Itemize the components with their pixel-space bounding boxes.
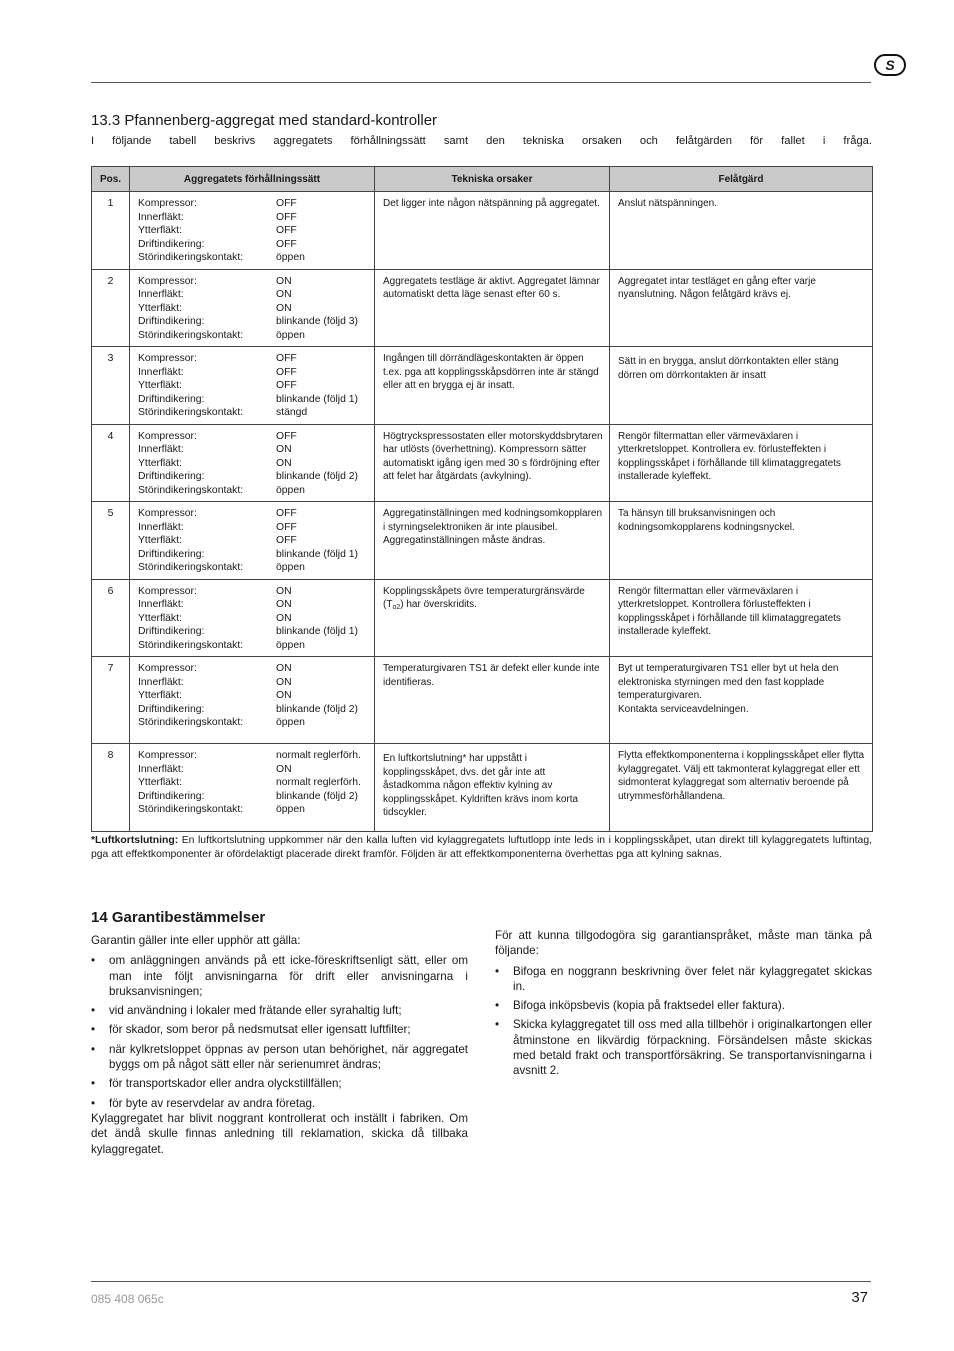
list-item xyxy=(91,1022,468,1037)
value-outer-fan: ON xyxy=(276,302,292,314)
column-header-remedy: Felåtgärd xyxy=(610,167,873,192)
label-outer-fan: Ytterfläkt: xyxy=(138,302,182,314)
label-operation-indicator: Driftindikering: xyxy=(138,471,205,482)
bullet-icon: • xyxy=(91,1096,96,1110)
list-item-text: för transportskador eller andra olyckstillfällen; xyxy=(109,1077,342,1091)
page-number: 37 xyxy=(851,1289,868,1306)
row-cause: En luftkortslutning* har uppstått i kopplingsskåpet, dvs. det går inte att åstadkomma någon effektiv kylning av kopplingsskåpet. Kyldriften krävs inom korta tidscykler. xyxy=(375,744,610,832)
row-remedy: Flytta effektkomponenterna i kopplingsskåpet eller flytta kylaggregatet. Välj ett takmonterat kylaggregat eller ett sidmonterat kylaggregat som alternativ beroende på utrymmesförhållandena. xyxy=(610,744,873,832)
label-operation-indicator: Driftindikering: xyxy=(138,703,205,715)
value-operation-indicator: blinkande (följd 1) xyxy=(276,626,359,637)
value-operation-indicator: blinkande (följd 3) xyxy=(276,316,359,327)
list-item-text: vid användning i lokaler med frätande eller syrahaltig luft; xyxy=(109,1004,402,1018)
value-inner-fan: OFF xyxy=(276,211,297,223)
label-fault-contact: Störindikeringskontakt: xyxy=(138,407,244,418)
label-fault-contact: Störindikeringskontakt: xyxy=(138,484,244,496)
value-outer-fan: OFF xyxy=(276,225,297,236)
label-inner-fan: Innerfläkt: xyxy=(138,444,184,455)
value-fault-contact: öppen xyxy=(276,329,305,341)
table-row xyxy=(92,657,873,744)
table-row xyxy=(92,192,873,270)
list-item xyxy=(495,1017,872,1078)
label-compressor: Kompressor: xyxy=(138,353,197,364)
row-pos: 4 xyxy=(92,424,130,502)
label-fault-contact: Störindikeringskontakt: xyxy=(138,252,244,263)
cause-text-end: ) har överskridits. xyxy=(400,599,477,610)
value-compressor: OFF xyxy=(276,430,297,442)
value-operation-indicator: blinkande (följd 1) xyxy=(276,548,359,560)
value-inner-fan: ON xyxy=(276,599,292,610)
list-item xyxy=(91,1003,468,1018)
value-operation-indicator: blinkande (följd 1) xyxy=(276,393,359,405)
value-outer-fan: OFF xyxy=(276,380,297,391)
list-item-text: för byte av reservdelar av andra företag. xyxy=(109,1096,316,1110)
label-fault-contact: Störindikeringskontakt: xyxy=(138,804,244,815)
label-inner-fan: Innerfläkt: xyxy=(138,599,184,610)
label-fault-contact: Störindikeringskontakt: xyxy=(138,639,244,651)
value-inner-fan: ON xyxy=(276,444,292,455)
column-header-behaviour: Aggregatets förhållningssätt xyxy=(130,167,375,192)
row-behaviour xyxy=(130,192,375,270)
warranty-left-column xyxy=(91,933,468,1157)
list-item-text: om anläggningen används på ett icke-föreskriftsenligt sätt, eller om man inte följt anvisningarna för drift eller anvisningarna i bruksanvisningen; xyxy=(109,954,468,998)
value-compressor: normalt reglerförh. xyxy=(276,750,361,761)
value-inner-fan: ON xyxy=(276,676,292,688)
row-cause xyxy=(375,579,610,657)
label-compressor: Kompressor: xyxy=(138,750,197,761)
label-compressor: Kompressor: xyxy=(138,585,197,597)
value-compressor: OFF xyxy=(276,198,297,209)
value-compressor: ON xyxy=(276,663,292,674)
label-outer-fan: Ytterfläkt: xyxy=(138,457,182,469)
value-outer-fan: ON xyxy=(276,690,292,701)
row-cause: Temperaturgivaren TS1 är defekt eller kunde inte identifieras. xyxy=(375,657,610,744)
value-compressor: ON xyxy=(276,275,292,287)
list-item xyxy=(495,998,872,1013)
row-pos: 2 xyxy=(92,269,130,347)
label-compressor: Kompressor: xyxy=(138,198,197,209)
list-item xyxy=(495,964,872,995)
row-pos: 8 xyxy=(92,744,130,832)
row-remedy: Aggregatet intar testläget en gång efter varje nyanslutning. Någon felåtgärd krävs ej. xyxy=(610,269,873,347)
list-item-text: när kylkretsloppet öppnas av person utan behörighet, när aggregatet byggs om på något sätt eller när serienumret ändras; xyxy=(109,1042,468,1072)
footnote-term: *Luftkortslutning: xyxy=(91,835,179,846)
label-operation-indicator: Driftindikering: xyxy=(138,790,205,802)
bullet-icon: • xyxy=(91,1077,96,1091)
language-badge: S xyxy=(874,54,906,76)
label-inner-fan: Innerfläkt: xyxy=(138,521,184,533)
row-pos: 1 xyxy=(92,192,130,270)
value-inner-fan: OFF xyxy=(276,366,297,378)
cause-text: Kopplingsskåpets övre temperaturgränsvärde (T xyxy=(383,585,585,610)
list-item-text: Bifoga en noggrann beskrivning över felet när kylaggregatet skickas in. xyxy=(513,964,872,993)
row-behaviour xyxy=(130,269,375,347)
row-remedy: Anslut nätspänningen. xyxy=(610,192,873,270)
row-pos: 5 xyxy=(92,502,130,580)
value-fault-contact: öppen xyxy=(276,717,305,728)
label-inner-fan: Innerfläkt: xyxy=(138,211,184,223)
value-operation-indicator: blinkande (följd 2) xyxy=(276,471,359,482)
list-item xyxy=(91,1076,468,1091)
cause-subscript: o2 xyxy=(392,604,401,611)
row-pos: 3 xyxy=(92,347,130,425)
label-outer-fan: Ytterfläkt: xyxy=(138,777,182,788)
label-outer-fan: Ytterfläkt: xyxy=(138,225,182,236)
label-inner-fan: Innerfläkt: xyxy=(138,366,184,378)
warranty-outro: Kylaggregatet har blivit noggrant kontrollerat och inställt i fabriken. Om det ändå skulle finnas anledning till reklamation, skicka då tillbaka kylaggregatet. xyxy=(91,1111,468,1156)
section-title: 13.3 Pfannenberg-aggregat med standard-kontroller xyxy=(91,112,438,129)
warranty-claim-intro: För att kunna tillgodogöra sig garantianspråket, måste man tänka på följande: xyxy=(495,929,872,958)
label-outer-fan: Ytterfläkt: xyxy=(138,612,182,624)
label-operation-indicator: Driftindikering: xyxy=(138,316,205,327)
value-operation-indicator: OFF xyxy=(276,238,297,250)
row-remedy xyxy=(610,657,873,744)
remedy-text: Byt ut temperaturgivaren TS1 eller byt ut hela den elektroniska styrningen med den fast kopplade temperaturgivaren. xyxy=(618,663,839,701)
value-compressor: ON xyxy=(276,585,292,597)
list-item xyxy=(91,1042,468,1073)
header-rule xyxy=(91,82,871,83)
value-outer-fan: OFF xyxy=(276,535,297,546)
label-outer-fan: Ytterfläkt: xyxy=(138,690,182,701)
list-item-text: Bifoga inköpsbevis (kopia på fraktsedel eller faktura). xyxy=(513,999,785,1013)
list-item xyxy=(91,953,468,999)
label-compressor: Kompressor: xyxy=(138,430,197,442)
row-behaviour xyxy=(130,744,375,832)
row-behaviour xyxy=(130,657,375,744)
document-number: 085 408 065c xyxy=(91,1292,164,1306)
label-compressor: Kompressor: xyxy=(138,508,197,519)
troubleshooting-table xyxy=(91,166,873,832)
label-inner-fan: Innerfläkt: xyxy=(138,676,184,688)
warranty-right-column xyxy=(495,928,872,1083)
row-remedy: Rengör filtermattan eller värmeväxlaren i ytterkretsloppet. Kontrollera förlusteffekten i kopplingsskåpet i förhållande till klimataggregatets installerade kyleffekt. xyxy=(610,579,873,657)
table-header-row xyxy=(92,167,873,192)
warranty-exclusion-list xyxy=(91,953,468,1111)
label-operation-indicator: Driftindikering: xyxy=(138,626,205,637)
label-compressor: Kompressor: xyxy=(138,275,197,287)
value-fault-contact: öppen xyxy=(276,484,305,496)
table-row xyxy=(92,579,873,657)
value-fault-contact: öppen xyxy=(276,639,305,651)
label-operation-indicator: Driftindikering: xyxy=(138,393,205,405)
value-outer-fan: normalt reglerförh. xyxy=(276,777,361,788)
value-operation-indicator: blinkande (följd 2) xyxy=(276,790,359,802)
row-remedy: Rengör filtermattan eller värmeväxlaren i ytterkretsloppet. Kontrollera ev. förlusteffekten i kopplingsskåpet i förhållande till klimataggregatets installerade kyleffekt. xyxy=(610,424,873,502)
table-row xyxy=(92,424,873,502)
footnote-text: En luftkortslutning uppkommer när den kalla luften vid kylaggregatets luftutlopp inte leds in i kopplingsskåpet, utan direkt till kylaggregatets luftintag, pga att effektkomponenter är ofördelaktigt placerade direkt framför. Följden är att effektkomponenterna överhettas pga att kylning saknas. xyxy=(91,835,872,860)
section-intro: I följande tabell beskrivs aggregatets förhållningssätt samt den tekniska orsaken och felåtgärden för fallet i fråga. xyxy=(91,135,872,147)
label-operation-indicator: Driftindikering: xyxy=(138,548,205,560)
row-cause: Ingången till dörrändlägeskontakten är öppen t.ex. pga att kopplingsskåpsdörren inte är stängd eller att en brygga ej är insatt. xyxy=(375,347,610,425)
value-fault-contact: öppen xyxy=(276,252,305,263)
column-header-pos: Pos. xyxy=(92,167,130,192)
label-operation-indicator: Driftindikering: xyxy=(138,238,205,250)
row-cause: Aggregatets testläge är aktivt. Aggregatet lämnar automatiskt detta läge senast efter 60 s. xyxy=(375,269,610,347)
row-behaviour xyxy=(130,502,375,580)
value-fault-contact: öppen xyxy=(276,804,305,815)
row-remedy: Sätt in en brygga, anslut dörrkontakten eller stäng dörren om dörrkontakten är insatt xyxy=(610,347,873,425)
table-row xyxy=(92,502,873,580)
row-remedy: Ta hänsyn till bruksanvisningen och kodningsomkopplarens kodningsnyckel. xyxy=(610,502,873,580)
footer-rule xyxy=(91,1281,871,1282)
bullet-icon: • xyxy=(91,1023,96,1037)
bullet-icon: • xyxy=(91,954,96,968)
warranty-intro: Garantin gäller inte eller upphör att gälla: xyxy=(91,934,301,947)
table-row xyxy=(92,744,873,832)
table-footnote xyxy=(91,834,872,862)
table-row xyxy=(92,347,873,425)
row-behaviour xyxy=(130,347,375,425)
bullet-icon: • xyxy=(495,1018,500,1032)
row-cause: Det ligger inte någon nätspänning på aggregatet. xyxy=(375,192,610,270)
row-pos: 6 xyxy=(92,579,130,657)
value-inner-fan: OFF xyxy=(276,521,297,533)
row-pos: 7 xyxy=(92,657,130,744)
value-compressor: OFF xyxy=(276,353,297,364)
bullet-icon: • xyxy=(495,964,500,978)
list-item xyxy=(91,1096,468,1111)
bullet-icon: • xyxy=(91,1042,96,1056)
label-fault-contact: Störindikeringskontakt: xyxy=(138,329,244,341)
column-header-cause: Tekniska orsaker xyxy=(375,167,610,192)
value-compressor: OFF xyxy=(276,508,297,519)
value-inner-fan: ON xyxy=(276,763,292,775)
row-cause: Högtryckspressostaten eller motorskyddsbrytaren har utlösts (överhettning). Kompressorn sätter automatiskt igång igen med 30 s fördröjning efter att felet har åtgärdats (avkylning). xyxy=(375,424,610,502)
value-fault-contact: öppen xyxy=(276,562,305,573)
row-behaviour xyxy=(130,579,375,657)
warranty-title: 14 Garantibestämmelser xyxy=(91,909,266,926)
label-compressor: Kompressor: xyxy=(138,663,197,674)
row-behaviour xyxy=(130,424,375,502)
remedy-contact-text: Kontakta serviceavdelningen. xyxy=(618,703,749,715)
list-item-text: Skicka kylaggregatet till oss med alla tillbehör i originalkartongen eller åtminstone en likvärdig förpackning. Försändelsen måste skickas med betald frakt och transportförsäkring. Se transportanvisningarna i avsnitt 2. xyxy=(513,1018,872,1078)
row-cause: Aggregatinställningen med kodningsomkopplaren i styrningselektroniken är inte plausibel. Aggregatinställningen måste ändras. xyxy=(375,502,610,580)
value-operation-indicator: blinkande (följd 2) xyxy=(276,703,359,715)
value-outer-fan: ON xyxy=(276,612,292,624)
list-item-text: för skador, som beror på nedsmutsat eller igensatt luftfilter; xyxy=(109,1023,411,1037)
bullet-icon: • xyxy=(91,1004,96,1018)
warranty-claim-list xyxy=(495,964,872,1079)
label-inner-fan: Innerfläkt: xyxy=(138,763,184,775)
bullet-icon: • xyxy=(495,999,500,1013)
value-outer-fan: ON xyxy=(276,457,292,469)
value-fault-contact: stängd xyxy=(276,407,308,418)
label-fault-contact: Störindikeringskontakt: xyxy=(138,717,244,728)
label-fault-contact: Störindikeringskontakt: xyxy=(138,562,244,573)
label-inner-fan: Innerfläkt: xyxy=(138,289,184,300)
value-inner-fan: ON xyxy=(276,289,292,300)
label-outer-fan: Ytterfläkt: xyxy=(138,535,182,546)
label-outer-fan: Ytterfläkt: xyxy=(138,380,182,391)
table-row xyxy=(92,269,873,347)
